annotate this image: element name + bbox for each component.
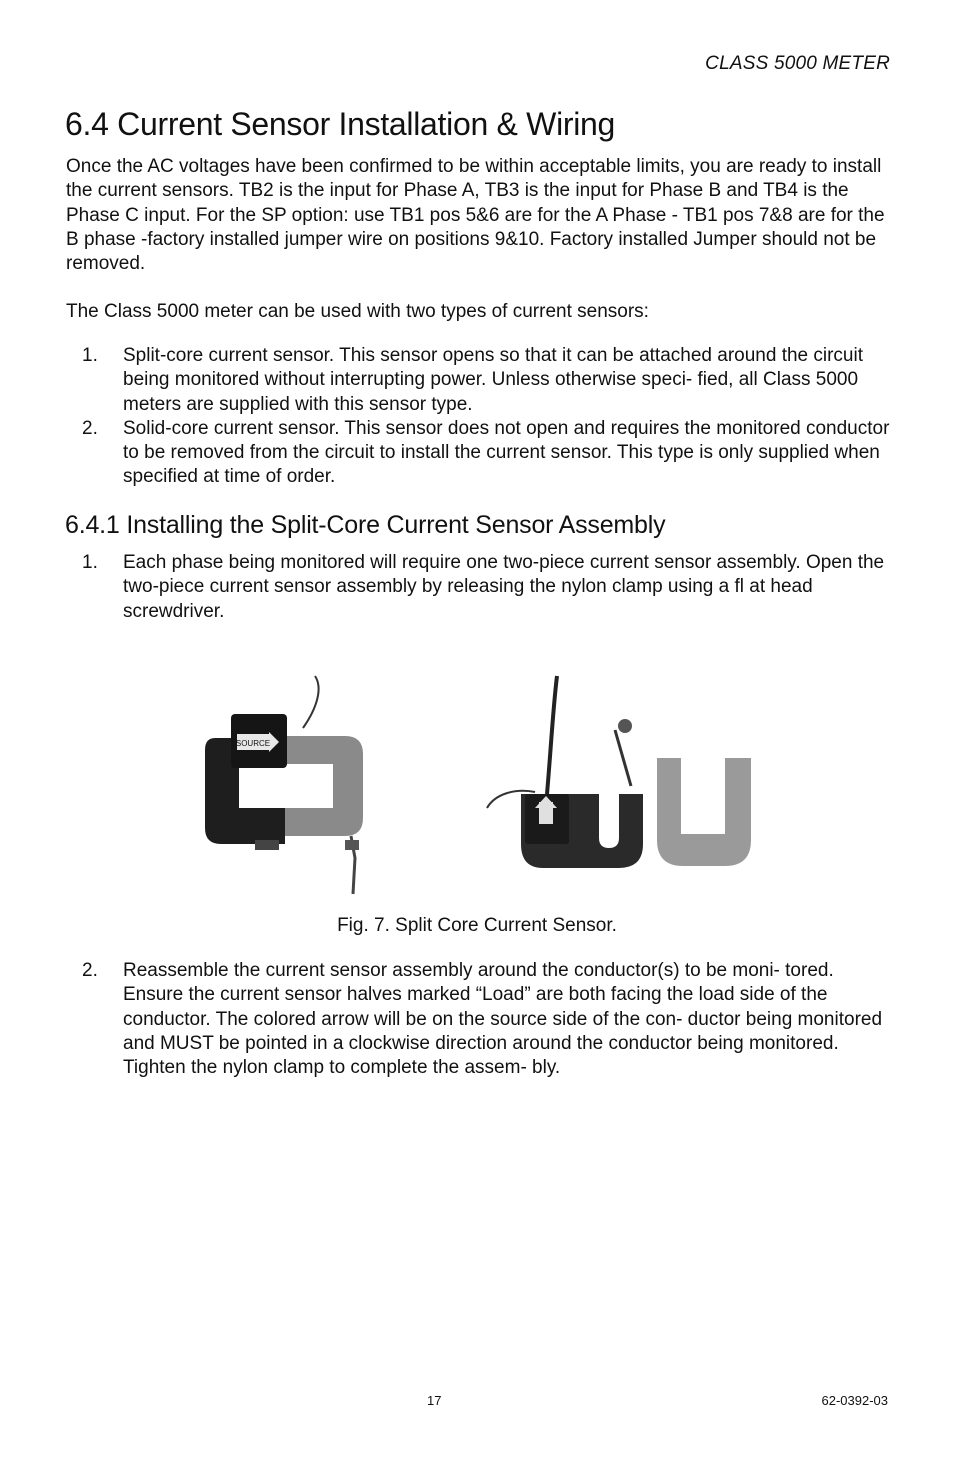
list-number: 2. [82,417,98,439]
sensor-label-text: SOURCE [235,739,271,748]
subsection-title: 6.4.1 Installing the Split-Core Current Sensor Assembly [65,511,666,539]
list-text: Solid-core current sensor. This sensor does not open and requires the monitored conductor to be removed from the circuit to install the current sensor. This type is only supplied when specified at time of order. [123,417,890,488]
document-number: 62-0392-03 [821,1393,888,1408]
list-item [82,344,892,417]
list-number: 2. [82,960,98,981]
section-title: 6.4 Current Sensor Installation & Wiring [65,106,616,142]
running-header: CLASS 5000 METER [705,53,890,74]
page-number: 17 [427,1393,442,1408]
list-text: Each phase being monitored will require one two-piece current sensor assembly. Open the two-piece current sensor assembly by releasing the nylon clamp using a fl at head screwdriver. [123,552,885,622]
list-item [82,959,892,1080]
sensor-types-intro: The Class 5000 meter can be used with two types of current sensors: [66,301,649,322]
opened-sensor-image [487,676,751,868]
list-text: Reassemble the current sensor assembly around the conductor(s) to be moni- tored. Ensure the current sensor halves marked “Load” are both facing the load side of the conductor. The colored arrow will be on the source side of the con- ductor being monitored and MUST be pointed in a clockwise direction around the conductor being monitored. Tighten the nylon clamp to complete the assem- bly. [123,960,883,1079]
figure-caption: Fig. 7. Split Core Current Sensor. [337,915,617,936]
list-item [82,417,892,490]
list-item [82,551,892,624]
install-steps-list-b [82,959,892,1080]
list-number: 1. [82,552,98,573]
sensor-types-list [82,344,892,490]
intro-paragraph: Once the AC voltages have been confirmed to be within acceptable limits, you are ready to install the current sensors. TB2 is the input for Phase A, TB3 is the input for Phase B and TB4 is the Phase C input. For the SP option: use TB1 pos 5&6 are for the A Phase - TB1 pos 7&8 are for the B phase -factory installed jumper wire on positions 9&10. Factory installed Jumper should not be removed. [66,156,885,275]
split-core-sensor-figure [195,668,765,900]
list-number: 1. [82,345,98,366]
assembled-sensor-image [205,676,363,894]
install-steps-list-a [82,551,892,624]
list-text: Split-core current sensor. This sensor opens so that it can be attached around the circuit being monitored without interrupting power. Unless otherwise speci- fied, all Class 5000 meters are supplied with this sensor type. [123,345,863,415]
